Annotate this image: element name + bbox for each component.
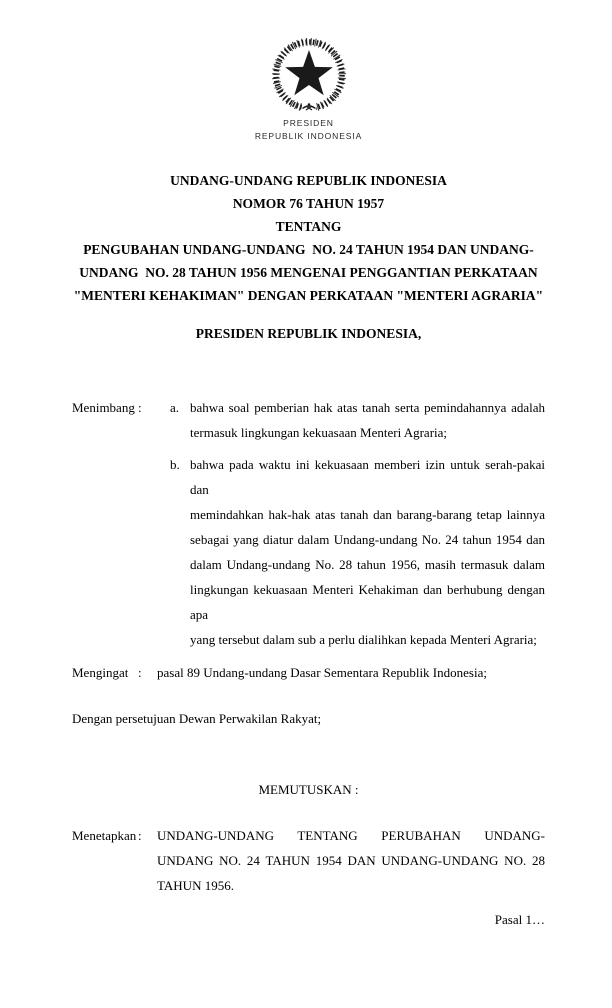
enacting-line-2: UNDANG NO. 24 TAHUN 1954 DAN UNDANG-UNDANG NO. 28 [157, 853, 545, 868]
title-line-3: TENTANG [275, 219, 342, 234]
law-title [72, 169, 545, 307]
clause-recalling [72, 660, 545, 685]
item-b-line-4: dalam Undang-undang No. 28 tahun 1956, masih termasuk dalam [190, 557, 545, 572]
title-line-6: "MENTERI KEHAKIMAN" DENGAN PERKATAAN "MENTERI AGRARIA" [73, 288, 544, 303]
considering-item-a [157, 395, 545, 445]
item-a-line-2: termasuk lingkungan kekuasaan Menteri Agraria; [190, 425, 448, 440]
clause-considering [72, 395, 545, 652]
considering-content [157, 395, 545, 652]
letterhead [72, 0, 545, 142]
footer-continuation: Pasal 1… [494, 912, 545, 927]
title-line-2: NOMOR 76 TAHUN 1957 [232, 196, 385, 211]
title-line-5: UNDANG NO. 28 TAHUN 1956 MENGENAI PENGGANTIAN PERKATAAN [79, 265, 538, 280]
item-b-line-6: yang tersebut dalam sub a perlu dialihkan kepada Menteri Agraria; [190, 632, 537, 647]
title-line-1: UNDANG-UNDANG REPUBLIK INDONESIA [170, 173, 447, 188]
enacting-text [157, 823, 545, 898]
item-a-text [190, 395, 545, 445]
letterhead-republik-indonesia: REPUBLIK INDONESIA [254, 130, 363, 141]
agreement-line: Dengan persetujuan Dewan Perwakilan Rakyat; [72, 711, 322, 726]
enacting-line-3: TAHUN 1956. [157, 878, 234, 893]
enacting-line-1: UNDANG-UNDANG TENTANG PERUBAHAN UNDANG- [157, 828, 545, 843]
item-b-line-3: sebagai yang diatur dalam Undang-undang No. 24 tahun 1954 dan [190, 532, 545, 547]
considering-colon: : [138, 400, 142, 415]
decision-heading: MEMUTUSKAN : [258, 782, 359, 797]
considering-item-b [157, 452, 545, 652]
item-b-text [190, 452, 545, 652]
recalling-text: pasal 89 Undang-undang Dasar Sementara Republik Indonesia; [157, 665, 487, 680]
title-line-4: PENGUBAHAN UNDANG-UNDANG NO. 24 TAHUN 1954 DAN UNDANG- [83, 242, 534, 257]
item-b-marker: b. [170, 457, 180, 472]
item-b-line-1: bahwa pada waktu ini kekuasaan memberi izin untuk serah-pakai dan [190, 457, 545, 497]
item-b-line-5: lingkungan kekuasaan Menteri Kehakiman dan berhubung dengan apa [190, 582, 545, 622]
recalling-colon: : [138, 665, 142, 680]
star-wreath-seal-icon [271, 37, 347, 113]
letterhead-presiden: PRESIDEN [283, 118, 334, 128]
item-a-line-1: bahwa soal pemberian hak atas tanah serta pemindahannya adalah [190, 400, 545, 415]
considering-label: Menimbang [72, 400, 135, 415]
clause-enacting [72, 823, 545, 898]
enacting-label: Menetapkan [72, 828, 137, 843]
enacting-colon: : [138, 828, 142, 843]
opening-line: PRESIDEN REPUBLIK INDONESIA, [195, 326, 422, 341]
item-a-marker: a. [170, 400, 180, 415]
item-b-line-2: memindahkan hak-hak atas tanah dan barang-barang tetap lainnya [190, 507, 545, 522]
recalling-label: Mengingat [72, 665, 129, 680]
